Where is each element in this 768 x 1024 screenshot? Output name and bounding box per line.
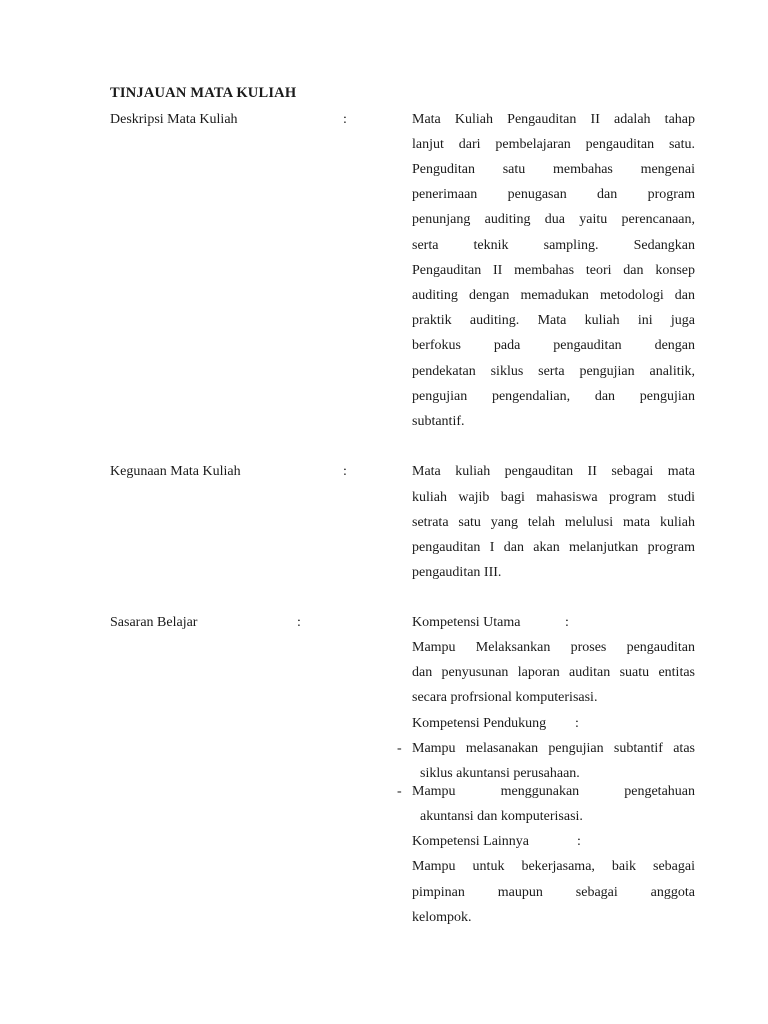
sasaran-colon: : bbox=[297, 615, 301, 630]
kompetensi-utama-line: secara profrsional komputerisasi. bbox=[412, 690, 598, 705]
list-dash: - bbox=[397, 741, 402, 756]
deskripsi-line: lanjut dari pembelajaran pengauditan satu. bbox=[412, 137, 695, 152]
deskripsi-line: Mata Kuliah Pengauditan II adalah tahap bbox=[412, 112, 695, 127]
kompetensi-lainnya-heading: Kompetensi Lainnya bbox=[412, 834, 530, 849]
kegunaan-line: kuliah wajib bagi mahasiswa program studi bbox=[412, 490, 695, 505]
deskripsi-line: serta teknik sampling. Sedangkan bbox=[412, 238, 695, 253]
deskripsi-line: pendekatan siklus serta pengujian analitik, bbox=[412, 364, 695, 379]
deskripsi-line: berfokus pada pengauditan dengan bbox=[412, 338, 695, 353]
deskripsi-label: Deskripsi Mata Kuliah bbox=[110, 112, 238, 127]
kompetensi-utama-colon: : bbox=[565, 615, 569, 630]
kegunaan-label: Kegunaan Mata Kuliah bbox=[110, 464, 241, 479]
deskripsi-line: pengujian pengendalian, dan pengujian bbox=[412, 389, 695, 404]
kegunaan-colon: : bbox=[343, 464, 347, 479]
kompetensi-lainnya-line: Mampu untuk bekerjasama, baik sebagai bbox=[412, 859, 695, 874]
kompetensi-lainnya-colon: : bbox=[577, 834, 581, 849]
deskripsi-line: subtantif. bbox=[412, 414, 465, 429]
kompetensi-lainnya-line: kelompok. bbox=[412, 910, 472, 925]
deskripsi-line: penerimaan penugasan dan program bbox=[412, 187, 695, 202]
deskripsi-line: Pengauditan II membahas teori dan konsep bbox=[412, 263, 695, 278]
kegunaan-line: pengauditan I dan akan melanjutkan program bbox=[412, 540, 695, 555]
kompetensi-pendukung-colon: : bbox=[575, 716, 579, 731]
kompetensi-pendukung-heading: Kompetensi Pendukung bbox=[412, 716, 547, 731]
kegunaan-line: Mata kuliah pengauditan II sebagai mata bbox=[412, 464, 695, 479]
deskripsi-line: auditing dengan memadukan metodologi dan bbox=[412, 288, 695, 303]
kompetensi-utama-line: Mampu Melaksankan proses pengauditan bbox=[412, 640, 695, 655]
kompetensi-utama-heading: Kompetensi Utama bbox=[412, 615, 521, 630]
page-title: TINJAUAN MATA KULIAH bbox=[110, 85, 297, 101]
pendukung-item-line2: akuntansi dan komputerisasi. bbox=[420, 809, 583, 824]
deskripsi-line: Penguditan satu membahas mengenai bbox=[412, 162, 695, 177]
pendukung-item-line1: Mampu melasanakan pengujian subtantif atas bbox=[412, 741, 695, 756]
pendukung-item-line1: Mampu menggunakan pengetahuan bbox=[412, 784, 695, 799]
pendukung-item-line2: siklus akuntansi perusahaan. bbox=[420, 766, 580, 781]
kegunaan-line: pengauditan III. bbox=[412, 565, 502, 580]
kompetensi-lainnya-line: pimpinan maupun sebagai anggota bbox=[412, 885, 695, 900]
deskripsi-line: praktik auditing. Mata kuliah ini juga bbox=[412, 313, 695, 328]
deskripsi-colon: : bbox=[343, 112, 347, 127]
list-dash: - bbox=[397, 784, 402, 799]
kompetensi-utama-line: dan penyusunan laporan auditan suatu entitas bbox=[412, 665, 695, 680]
sasaran-label: Sasaran Belajar bbox=[110, 615, 198, 630]
kegunaan-line: setrata satu yang telah melulusi mata kuliah bbox=[412, 515, 695, 530]
deskripsi-line: penunjang auditing dua yaitu perencanaan, bbox=[412, 212, 695, 227]
